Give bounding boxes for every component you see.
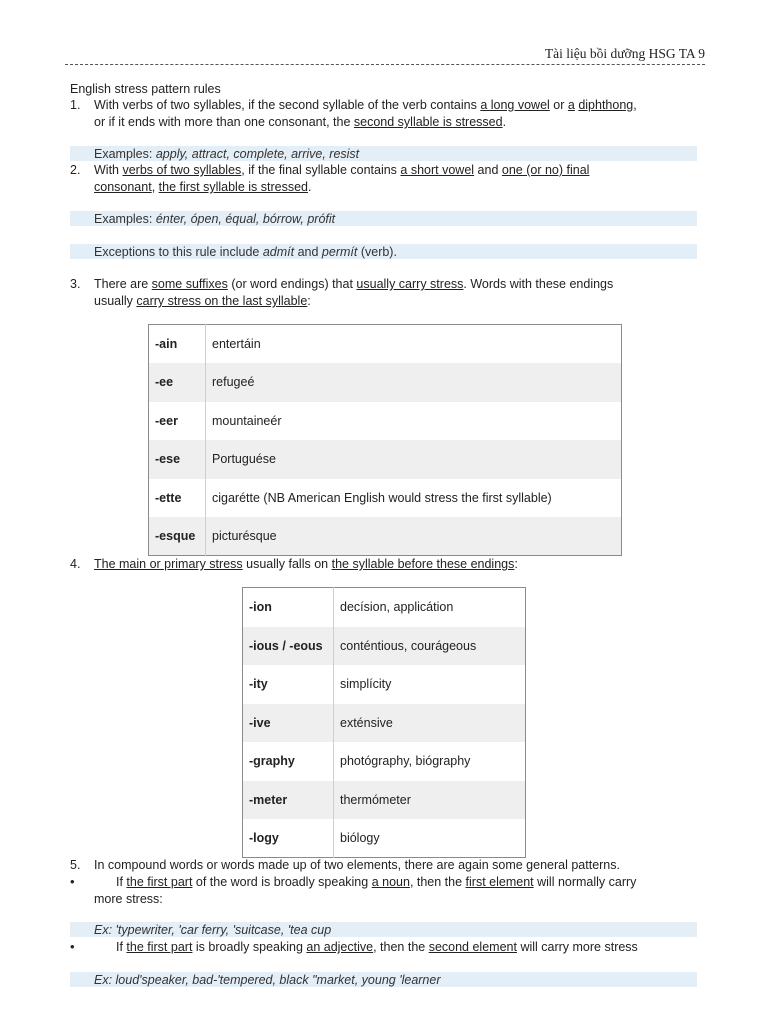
table-row <box>243 781 526 819</box>
rule5-bullet1-line1 <box>116 875 636 889</box>
table-row <box>243 742 526 781</box>
rule4-text: usually falls on <box>242 557 332 571</box>
rule1-text: . <box>502 115 507 129</box>
table-row <box>149 363 622 402</box>
table-row <box>243 588 526 627</box>
rule2-underline-short-vowel: a short vowel <box>400 163 475 177</box>
suffix-cell: -ette <box>149 479 206 517</box>
rule2-line2 <box>94 180 311 194</box>
bullet-text: is broadly speaking <box>192 940 307 954</box>
example-cell: exténsive <box>334 704 526 742</box>
table-row <box>243 819 526 858</box>
bullet-text: , then the <box>373 940 429 954</box>
example-cell: cigarétte (NB American English would stress the first syllable) <box>206 479 622 517</box>
bullet-text: , then the <box>409 875 466 889</box>
rule2-text: . <box>308 180 312 194</box>
rule3-text: : <box>307 294 311 308</box>
table-row <box>243 704 526 742</box>
example-cell: picturésque <box>206 517 622 556</box>
suffix-cell: -ain <box>149 325 206 363</box>
table-row <box>149 479 622 517</box>
rule3-underline-suffixes: some suffixes <box>151 277 228 291</box>
bullet-text: will carry more stress <box>516 940 638 954</box>
document-title: English stress pattern rules <box>70 82 221 96</box>
rule2-underline-consonant: consonant <box>94 180 152 194</box>
bullet-underline-first-part: the first part <box>126 940 193 954</box>
rule3-underline-carry-stress: usually carry stress <box>356 277 464 291</box>
rule5-example2: Ex: loud'speaker, bad-'tempered, black "market, young 'learner <box>94 973 441 987</box>
rule1-underline-diphthong: diphthong <box>578 98 634 112</box>
rule1-underline-long-vowel: a long vowel <box>480 98 550 112</box>
rule5-bullet2-line1 <box>116 940 638 954</box>
rule1-line1 <box>94 98 637 112</box>
rule5-line1: In compound words or words made up of two elements, there are again some general patterns. <box>94 858 620 872</box>
table-row <box>243 627 526 665</box>
example-cell: thermómeter <box>334 781 526 819</box>
rule5-bullet2-marker: • <box>70 939 75 954</box>
rule4-number: 4. <box>70 557 81 571</box>
rule1-text: With verbs of two syllables, if the second syllable of the verb contains <box>94 98 481 112</box>
rule5-bullet1-line2: more stress: <box>94 892 163 906</box>
rule2-line1 <box>94 163 589 177</box>
rule4-underline-primary-stress: The main or primary stress <box>94 557 243 571</box>
example-cell: conténtious, courágeous <box>334 627 526 665</box>
rule2-underline-first-syllable: the first syllable is stressed <box>158 180 308 194</box>
table-row <box>149 440 622 479</box>
rule5-example1: Ex: 'typewriter, 'car ferry, 'suitcase, 'tea cup <box>94 923 332 937</box>
example-words: énter, ópen, équal, bórrow, prófit <box>155 212 336 226</box>
bullet-text: will normally carry <box>533 875 637 889</box>
example-cell: mountaineér <box>206 402 622 440</box>
suffix-cell: -ese <box>149 440 206 479</box>
rule3-text: usually <box>94 294 137 308</box>
table-row <box>243 665 526 704</box>
bullet-text: of the word is broadly speaking <box>192 875 372 889</box>
example-cell: decísion, applicátion <box>334 588 526 627</box>
example-cell: biólogy <box>334 819 526 858</box>
rule3-text: (or word endings) that <box>227 277 357 291</box>
rule3-number: 3. <box>70 277 81 291</box>
example-cell: simplícity <box>334 665 526 704</box>
rule3-line1 <box>94 277 613 291</box>
example-label: Examples: <box>94 147 156 161</box>
rule2-number: 2. <box>70 163 81 177</box>
table-row <box>149 517 622 556</box>
bullet-text: If <box>116 940 127 954</box>
rule1-underline-a: a <box>567 98 575 112</box>
rule1-underline-second-syllable: second syllable is stressed <box>353 115 503 129</box>
rule2-text: With <box>94 163 123 177</box>
rule2-underline-verbs: verbs of two syllables <box>122 163 242 177</box>
suffix-table-before-ending <box>242 587 526 858</box>
exception-text: and <box>294 245 322 259</box>
suffix-cell: -eer <box>149 402 206 440</box>
suffix-cell: -esque <box>149 517 206 556</box>
rule1-example <box>94 147 359 161</box>
suffix-table-last-syllable <box>148 324 622 556</box>
suffix-cell: -logy <box>243 819 334 858</box>
rule3-line2 <box>94 294 311 308</box>
header-title: Tài liệu bồi dưỡng HSG TA 9 <box>544 46 705 61</box>
rule2-underline-final: one (or no) final <box>501 163 590 177</box>
rule2-text: and <box>474 163 502 177</box>
example-cell: entertáin <box>206 325 622 363</box>
bullet-underline-second-element: second element <box>428 940 517 954</box>
rule4-line1 <box>94 557 518 571</box>
rule5-bullet1-marker: • <box>70 874 75 889</box>
example-cell: Portuguése <box>206 440 622 479</box>
rule1-text: or if it ends with more than one consonant, the <box>94 115 354 129</box>
table-row <box>149 402 622 440</box>
example-words: apply, attract, complete, arrive, resist <box>155 147 360 161</box>
bullet-underline-noun: a noun <box>371 875 410 889</box>
example-cell: refugeé <box>206 363 622 402</box>
rule3-text: There are <box>94 277 152 291</box>
rule4-text: : <box>514 557 518 571</box>
rule2-example <box>94 212 335 226</box>
bullet-underline-first-element: first element <box>465 875 534 889</box>
exception-word: permít <box>321 245 358 259</box>
rule3-underline-last-syllable: carry stress on the last syllable <box>136 294 308 308</box>
rule2-exception <box>94 245 397 259</box>
rule5-number: 5. <box>70 858 81 872</box>
rule4-underline-syllable-before: the syllable before these endings <box>331 557 515 571</box>
exception-word: admít <box>262 245 295 259</box>
rule2-text: , if the final syllable contains <box>241 163 401 177</box>
bullet-underline-first-part: the first part <box>126 875 193 889</box>
rule1-text: , <box>633 98 637 112</box>
page-header <box>65 46 705 65</box>
example-label: Examples: <box>94 212 156 226</box>
rule2-text: , <box>151 180 159 194</box>
rule1-line2 <box>94 115 506 129</box>
suffix-cell: -ious / -eous <box>243 627 334 665</box>
suffix-cell: -ion <box>243 588 334 627</box>
bullet-text: If <box>116 875 127 889</box>
suffix-cell: -ity <box>243 665 334 704</box>
suffix-cell: -meter <box>243 781 334 819</box>
example-cell: photógraphy, biógraphy <box>334 742 526 781</box>
exception-text: (verb). <box>357 245 397 259</box>
suffix-cell: -ive <box>243 704 334 742</box>
rule1-number: 1. <box>70 98 81 112</box>
suffix-cell: -ee <box>149 363 206 402</box>
table-row <box>149 325 622 363</box>
exception-text: Exceptions to this rule include <box>94 245 263 259</box>
rule3-text: . Words with these endings <box>463 277 614 291</box>
suffix-cell: -graphy <box>243 742 334 781</box>
rule1-text: or <box>549 98 568 112</box>
bullet-underline-adjective: an adjective <box>306 940 374 954</box>
